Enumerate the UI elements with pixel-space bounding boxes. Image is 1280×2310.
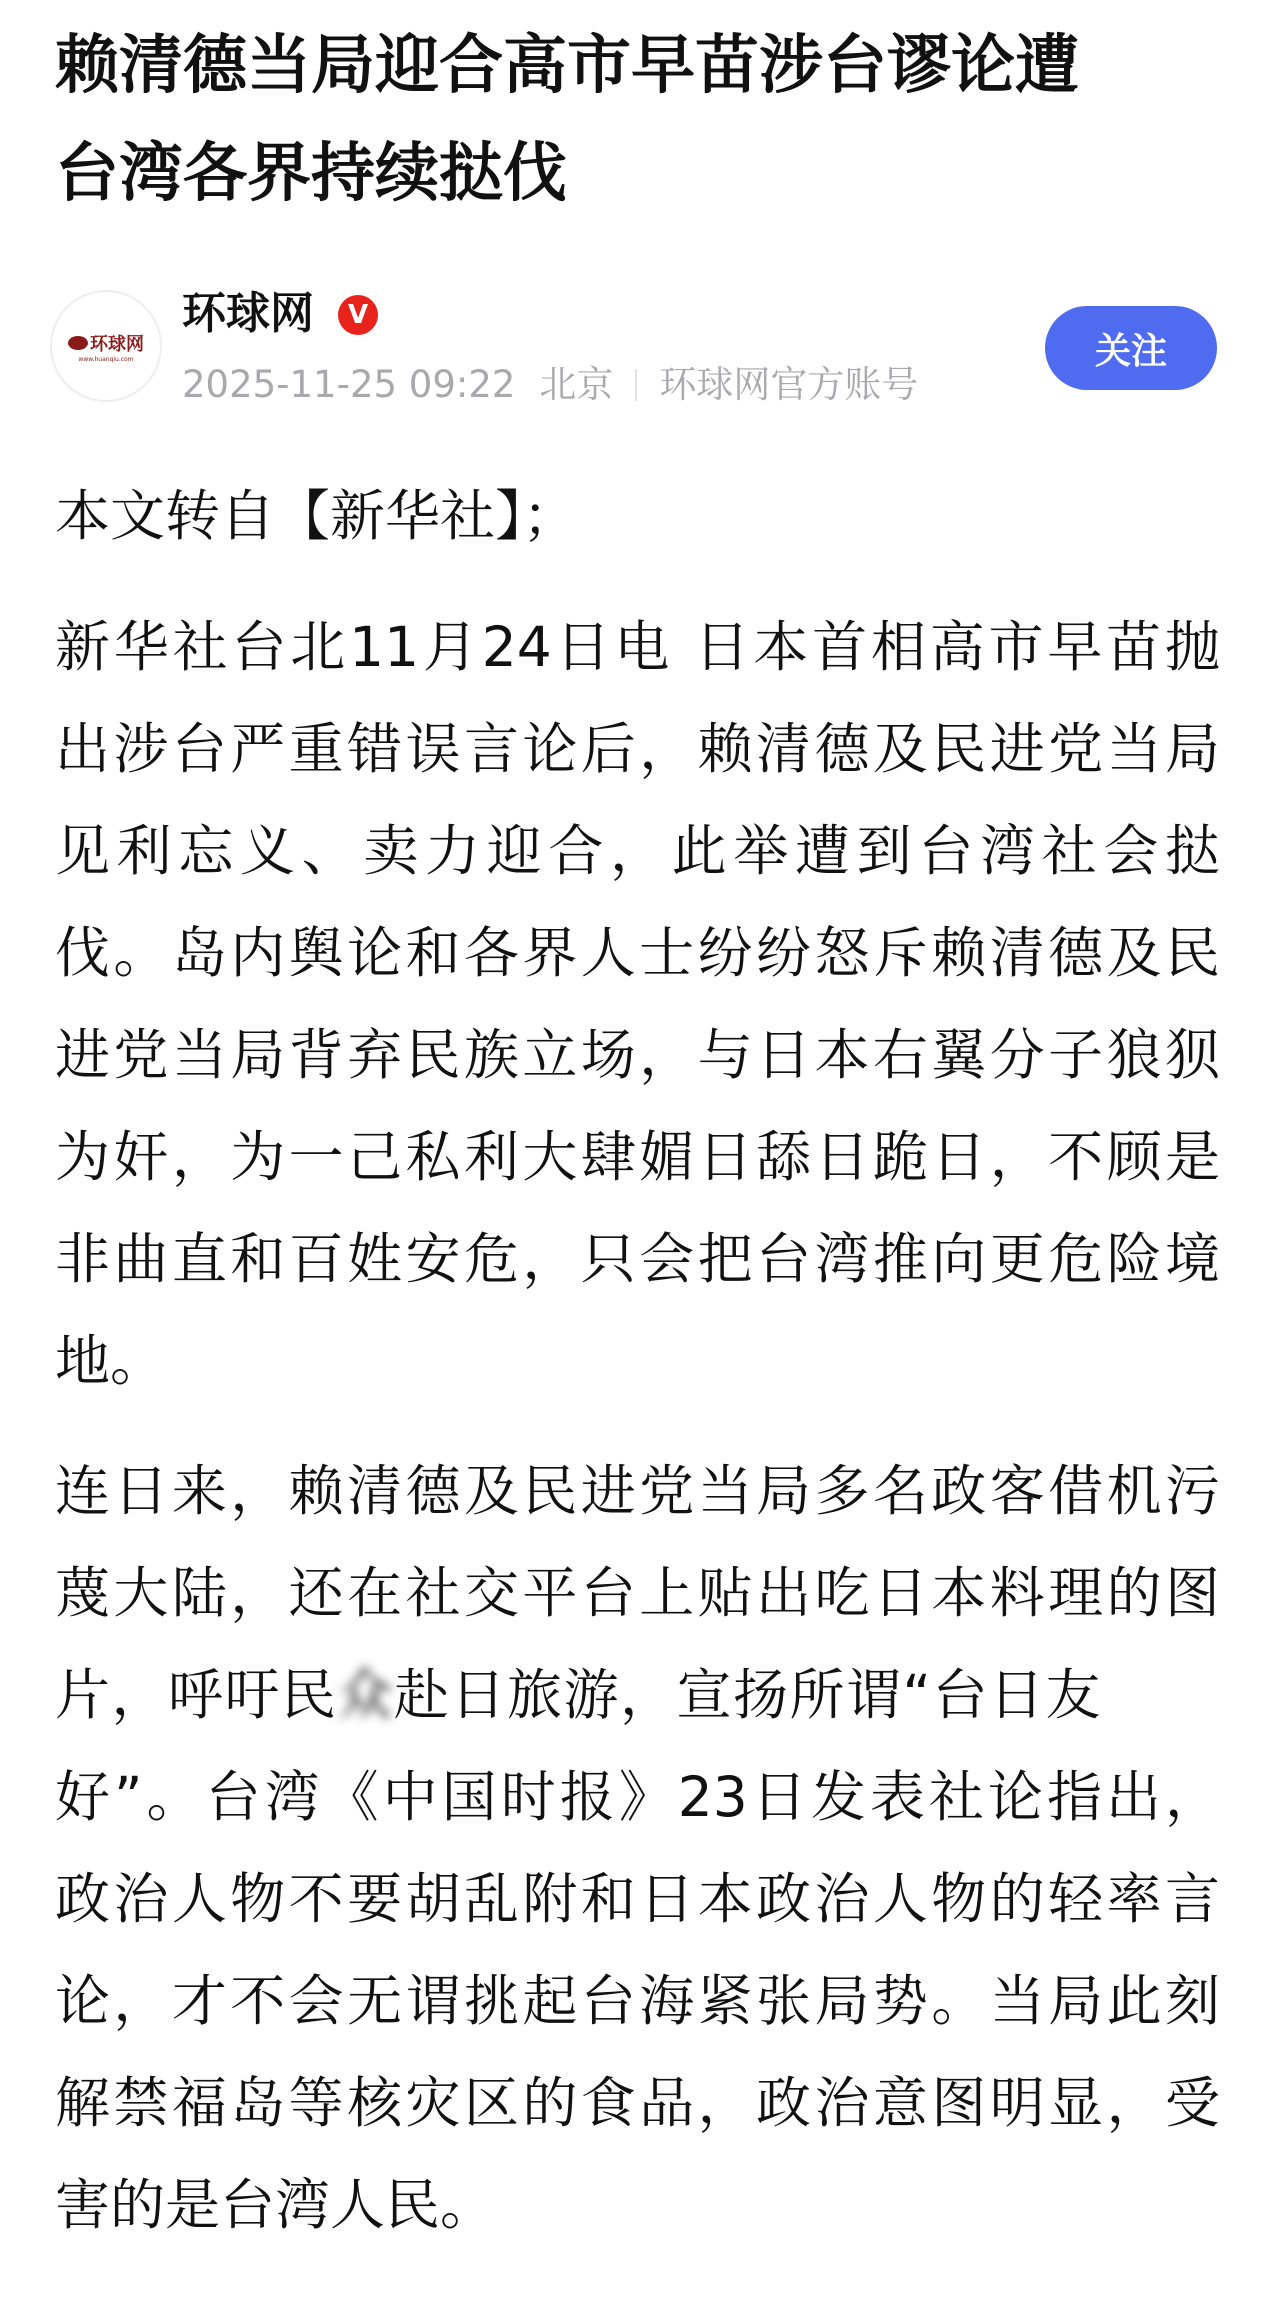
logo-url: www.huanqiu.com xyxy=(78,355,134,363)
text-line: 解禁福岛等核灾区的食品，政治意图明显，受 xyxy=(55,2071,1220,2135)
text-line: 伐。岛内舆论和各界人士纷纷怒斥赖清德及民 xyxy=(55,921,1220,985)
text-line: 本文转自【新华社】； xyxy=(55,484,578,548)
text-line: 见利忘义、卖力迎合，此举遭到台湾社会挞 xyxy=(55,819,1220,883)
text-line: 蔑大陆，还在社交平台上贴出吃日本料理的图 xyxy=(55,1561,1220,1625)
author-name[interactable]: 环球网 xyxy=(182,288,314,339)
text-line xyxy=(55,1644,1220,1746)
logo-swoosh-icon xyxy=(68,336,88,350)
account-type: 环球网官方账号 xyxy=(659,363,919,406)
title-line: 赖清德当局迎合高市早苗涉台谬论遭 xyxy=(55,29,1079,103)
paragraph-source xyxy=(55,465,1220,567)
author-avatar[interactable] xyxy=(50,290,162,402)
text-line: 好”。台湾《中国时报》23日发表社论指出， xyxy=(55,1765,1220,1829)
publish-date: 2025-11-25 09:22 xyxy=(182,363,516,406)
blurred-text: 众 xyxy=(337,1663,395,1727)
meta-divider xyxy=(635,369,637,401)
text-segment: 赴日旅游，宣扬所谓“台日友 xyxy=(394,1663,1103,1727)
follow-button[interactable]: 关注 xyxy=(1045,306,1217,390)
text-line: 出涉台严重错误言论后，赖清德及民进党当局 xyxy=(55,717,1220,781)
text-segment: 片，呼吁民 xyxy=(55,1663,338,1727)
text-line: 进党当局背弃民族立场，与日本右翼分子狼狈 xyxy=(55,1023,1220,1087)
text-line: 为奸，为一己私利大肆媚日舔日跪日，不顾是 xyxy=(55,1125,1220,1189)
text-line: 政治人物不要胡乱附和日本政治人物的轻率言 xyxy=(55,1867,1220,1931)
text-line: 新华社台北11月24日电 日本首相高市早苗抛 xyxy=(55,615,1220,679)
article-meta xyxy=(182,360,918,410)
text-line: 连日来，赖清德及民进党当局多名政客借机污 xyxy=(55,1459,1220,1523)
text-line: 非曲直和百姓安危，只会把台湾推向更危险境 xyxy=(55,1227,1220,1291)
verified-badge-icon: V xyxy=(338,295,378,335)
logo-text: 环球网 xyxy=(90,333,144,355)
publish-location: 北京 xyxy=(539,363,614,406)
paragraph-2 xyxy=(55,1440,1220,2256)
text-line: 害的是台湾人民。 xyxy=(55,2173,496,2237)
huanqiu-logo xyxy=(68,330,144,356)
article-title xyxy=(55,12,1235,228)
text-line: 论，才不会无谓挑起台海紧张局势。当局此刻 xyxy=(55,1969,1220,2033)
paragraph-1 xyxy=(55,596,1220,1412)
text-line: 地。 xyxy=(55,1329,166,1393)
title-line: 台湾各界持续挞伐 xyxy=(55,137,567,211)
